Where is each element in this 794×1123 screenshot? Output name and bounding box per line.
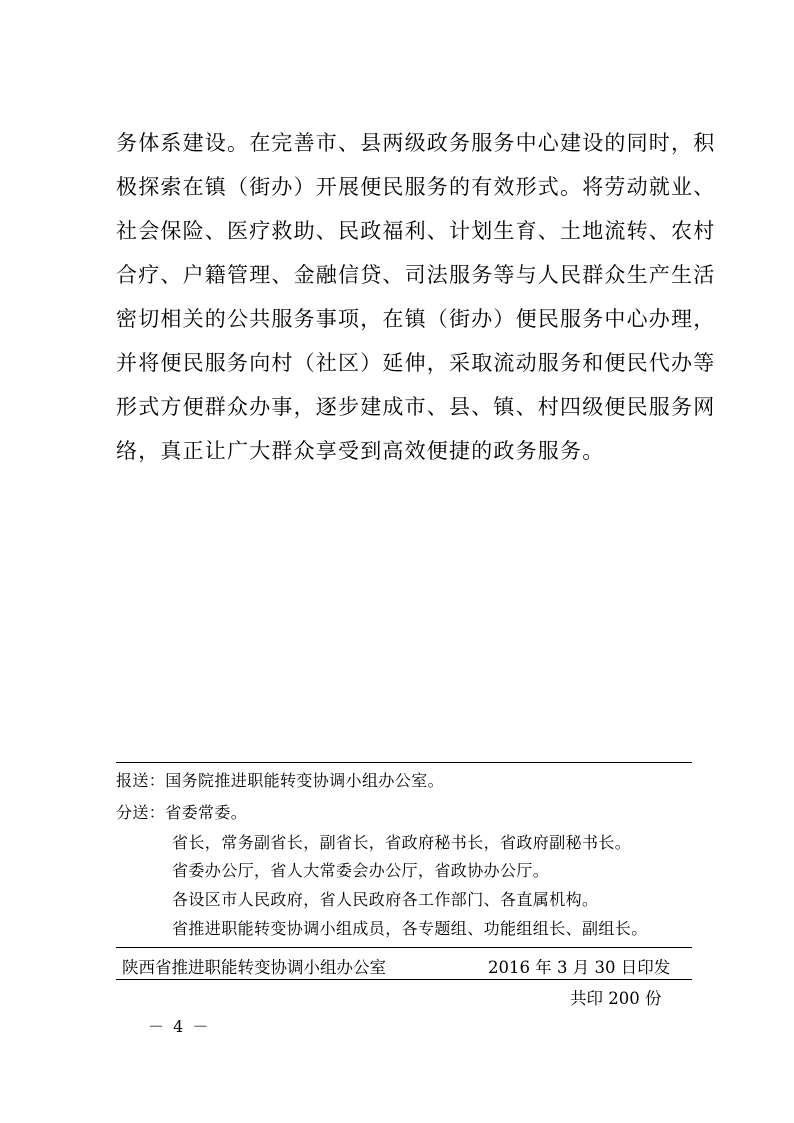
copy-line: 省委办公厅，省人大常委会办公厅，省政协办公厅。 xyxy=(172,861,550,880)
copy-line: 省推进职能转变协调小组成员，各专题组、功能组组长、副组长。 xyxy=(172,919,648,938)
footer-top-rule xyxy=(116,947,692,948)
body-line: 密切相关的公共服务事项，在镇（街办）便民服务中心办理， xyxy=(116,307,716,331)
report-to-line xyxy=(116,770,444,792)
page-number: － 4 － xyxy=(148,1017,211,1036)
body-line: 合疗、户籍管理、金融信贷、司法服务等与人民群众生产生活 xyxy=(116,263,716,287)
copy-line: 省长，常务副省长，副省长，省政府秘书长，省政府副秘书长。 xyxy=(172,833,632,852)
body-line: 极探索在镇（街办）开展便民服务的有效形式。将劳动就业、 xyxy=(116,175,716,199)
body-line: 形式方便群众办事，逐步建成市、县、镇、村四级便民服务网 xyxy=(116,395,716,419)
report-label: 报送： xyxy=(116,771,166,790)
copy-to-line xyxy=(116,802,247,824)
body-line: 务体系建设。在完善市、县两级政务服务中心建设的同时，积 xyxy=(116,131,716,155)
copy-line: 各设区市人民政府，省人民政府各工作部门、各直属机构。 xyxy=(172,890,599,909)
body-line: 社会保险、医疗救助、民政福利、计划生育、土地流转、农村 xyxy=(116,219,716,243)
footer-middle-rule xyxy=(116,979,692,980)
copy-label: 分送： xyxy=(116,803,166,822)
copy-first-text: 省委常委。 xyxy=(165,803,248,822)
issuing-office: 陕西省推进职能转变协调小组办公室 xyxy=(122,958,386,977)
body-line: 并将便民服务向村（社区）延伸，采取流动服务和便民代办等 xyxy=(116,351,716,375)
issue-date: 2016 年 3 月 30 日印发 xyxy=(488,958,671,977)
report-to-text: 国务院推进职能转变协调小组办公室。 xyxy=(165,771,445,790)
distribution-top-rule xyxy=(116,762,692,763)
body-line: 络，真正让广大群众享受到高效便捷的政务服务。 xyxy=(116,439,605,463)
print-copies: 共印 200 份 xyxy=(570,989,662,1008)
